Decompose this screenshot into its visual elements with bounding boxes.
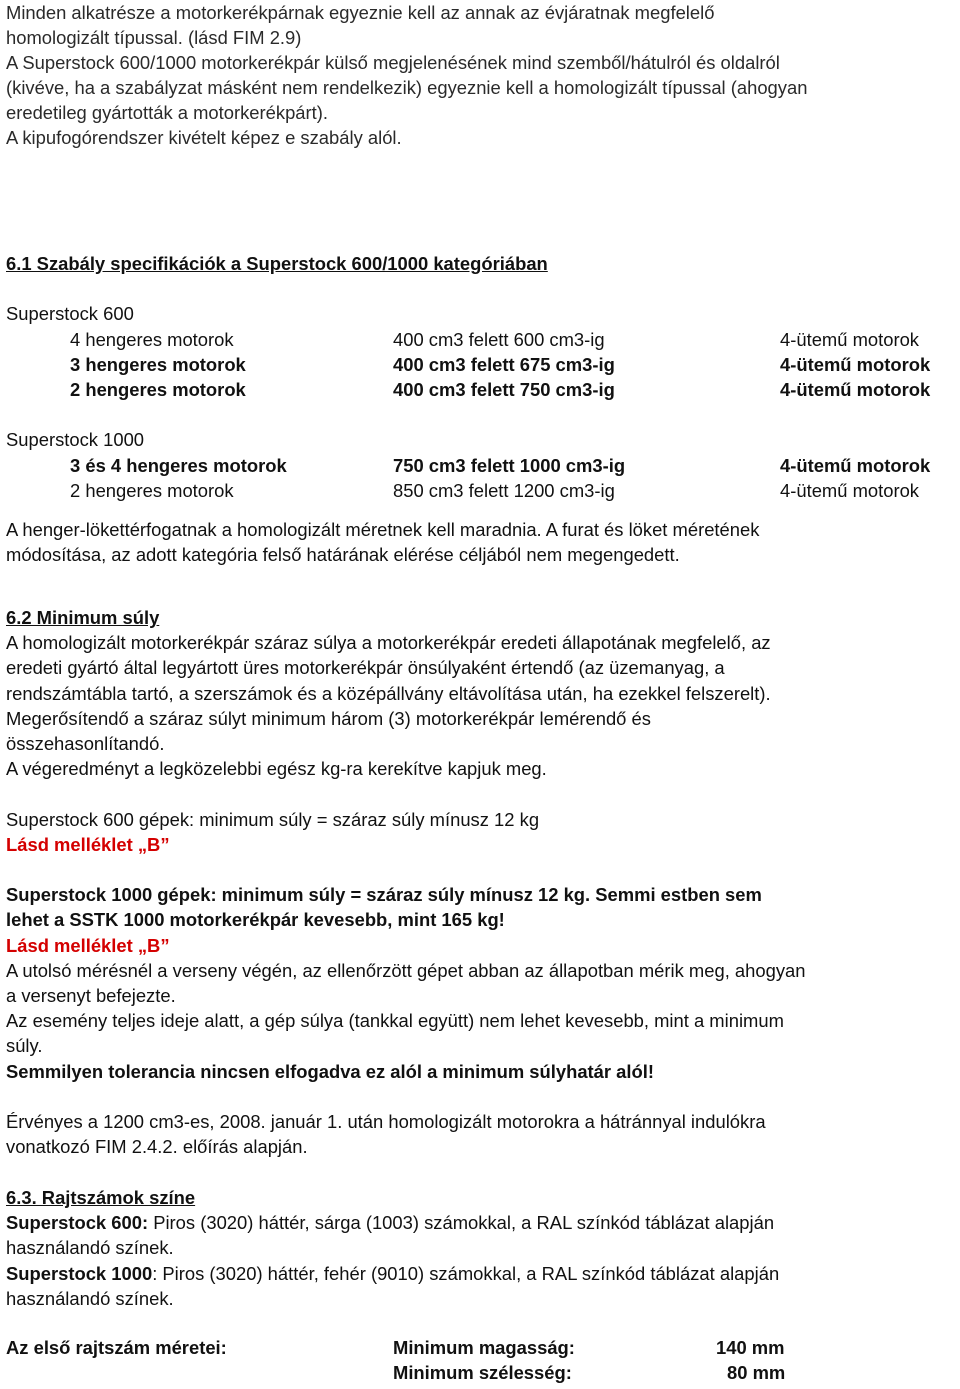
cylinder-count: 4 hengeres motorok	[70, 328, 234, 350]
number-dimensions-row	[6, 1335, 958, 1360]
min-height-label: Minimum magasság:	[393, 1337, 575, 1359]
text-line: a versenyt befejezte.	[6, 985, 176, 1007]
number-dimensions-row	[6, 1360, 958, 1385]
spec-row	[6, 453, 958, 478]
text-line: használandó színek.	[6, 1237, 174, 1259]
ss1000-weight-rule: Superstock 1000 gépek: minimum súly = száraz súly mínusz 12 kg. Semmi estben sem	[6, 884, 762, 906]
section-6-3	[6, 1185, 958, 1385]
text-line: A henger-lökettérfogatnak a homologizált méretnek kell maradnia. A furat és löket méretének	[6, 518, 760, 540]
document-page	[6, 0, 958, 1384]
min-height-value: 140 mm	[716, 1337, 785, 1359]
ss1000-color-text: : Piros (3020) háttér, fehér (9010) számokkal, a RAL színkód táblázat alapján	[152, 1262, 780, 1284]
section-6-2	[6, 605, 958, 1159]
spec-row	[6, 377, 958, 402]
ss600-label: Superstock 600:	[6, 1212, 149, 1234]
section-heading: 6.1 Szabály specifikációk a Superstock 600/1000 kategóriában	[6, 253, 548, 274]
text-line: A kipufogórendszer kivételt képez e szabály alól.	[6, 127, 402, 148]
spec-row	[6, 327, 958, 352]
displacement-range: 750 cm3 felett 1000 cm3-ig	[393, 454, 626, 476]
text-line: módosítása, az adott kategória felső határának elérése céljából nem megengedett.	[6, 544, 680, 566]
displacement-range: 400 cm3 felett 600 cm3-ig	[393, 328, 605, 350]
text-line: A homologizált motorkerékpár száraz súlya a motorkerékpár eredeti állapotának megfelelő, az	[6, 632, 771, 654]
annex-b-reference: Lásd melléklet „B”	[6, 833, 170, 855]
cylinder-count: 3 hengeres motorok	[70, 353, 246, 375]
displacement-range: 850 cm3 felett 1200 cm3-ig	[393, 479, 615, 501]
cylinder-count: 3 és 4 hengeres motorok	[70, 454, 287, 476]
ss600-weight-rule: Superstock 600 gépek: minimum súly = száraz súly mínusz 12 kg	[6, 808, 540, 830]
engine-stroke: 4-ütemű motorok	[780, 454, 931, 476]
engine-stroke: 4-ütemű motorok	[780, 328, 920, 350]
text-line: A Superstock 600/1000 motorkerékpár külső megjelenésének mind szemből/hátulról és oldalról	[6, 52, 780, 73]
section-heading-text: 6.3. Rajtszámok színe	[6, 1187, 196, 1208]
ss600-color-text: Piros (3020) háttér, sárga (1003) számokkal, a RAL színkód táblázat alapján	[148, 1212, 775, 1234]
text-line: súly.	[6, 1035, 43, 1057]
text-line: rendszámtábla tartó, a szerszámok és a középállvány eltávolítása után, ha ezekkel felszerelt).	[6, 682, 771, 704]
ss1000-color-rule	[6, 1261, 958, 1286]
engine-stroke: 4-ütemű motorok	[780, 479, 920, 501]
spec-row	[6, 352, 958, 377]
section-heading	[6, 1185, 958, 1210]
text-line: összehasonlítandó.	[6, 733, 165, 755]
displacement-range: 400 cm3 felett 675 cm3-ig	[393, 353, 615, 375]
intro-paragraph	[6, 0, 958, 150]
text-line: (kivéve, ha a szabályzat másként nem rendelkezik) egyeznie kell a homologizált típussal (ahogyan	[6, 77, 808, 98]
annex-b-reference: Lásd melléklet „B”	[6, 934, 170, 956]
text-line: Minden alkatrésze a motorkerékpárnak egyeznie kell az annak az évjáratnak megfelelő	[6, 2, 715, 23]
cylinder-count: 2 hengeres motorok	[70, 479, 234, 501]
text-line: homologizált típussal. (lásd FIM 2.9)	[6, 27, 302, 48]
text-line: eredeti gyártó által legyártott üres motorkerékpár önsúlyaként értendő (az üzemanyag, a	[6, 657, 725, 679]
section-6-1	[6, 251, 958, 567]
engine-stroke: 4-ütemű motorok	[780, 378, 931, 400]
text-line: vonatkozó FIM 2.4.2. előírás alapján.	[6, 1136, 308, 1158]
ss1000-weight-rule: lehet a SSTK 1000 motorkerékpár kevesebb, mint 165 kg!	[6, 909, 505, 931]
displacement-range: 400 cm3 felett 750 cm3-ig	[393, 378, 615, 400]
category-title: Superstock 600	[6, 303, 134, 325]
category-title: Superstock 1000	[6, 429, 145, 451]
spec-row	[6, 478, 958, 503]
ss1000-label: Superstock 1000	[6, 1262, 153, 1284]
text-line: eredetileg gyártották a motorkerékpárt).	[6, 102, 328, 123]
no-tolerance-notice: Semmilyen tolerancia nincsen elfogadva ez alól a minimum súlyhatár alól!	[6, 1060, 654, 1082]
text-line: Érvényes a 1200 cm3-es, 2008. január 1. után homologizált motorokra a hátránnyal indulókra	[6, 1111, 766, 1133]
min-width-value: 80 mm	[727, 1362, 786, 1384]
cylinder-count: 2 hengeres motorok	[70, 378, 246, 400]
text-line: Az esemény teljes ideje alatt, a gép súlya (tankkal együtt) nem lehet kevesebb, mint a minimum	[6, 1010, 784, 1032]
dimensions-label: Az első rajtszám méretei:	[6, 1337, 227, 1359]
text-line: A végeredményt a legközelebbi egész kg-ra kerekítve kapjuk meg.	[6, 758, 547, 780]
section-heading	[6, 605, 958, 630]
ss600-color-rule	[6, 1210, 958, 1235]
section-heading-text: 6.2 Minimum súly	[6, 607, 160, 628]
min-width-label: Minimum szélesség:	[393, 1362, 572, 1384]
text-line: használandó színek.	[6, 1287, 174, 1309]
engine-stroke: 4-ütemű motorok	[780, 353, 931, 375]
text-line: A utolsó mérésnél a verseny végén, az ellenőrzött gépet abban az állapotban mérik meg, ahogyan	[6, 959, 806, 981]
text-line: Megerősítendő a száraz súlyt minimum három (3) motorkerékpár lemérendő és	[6, 707, 651, 729]
